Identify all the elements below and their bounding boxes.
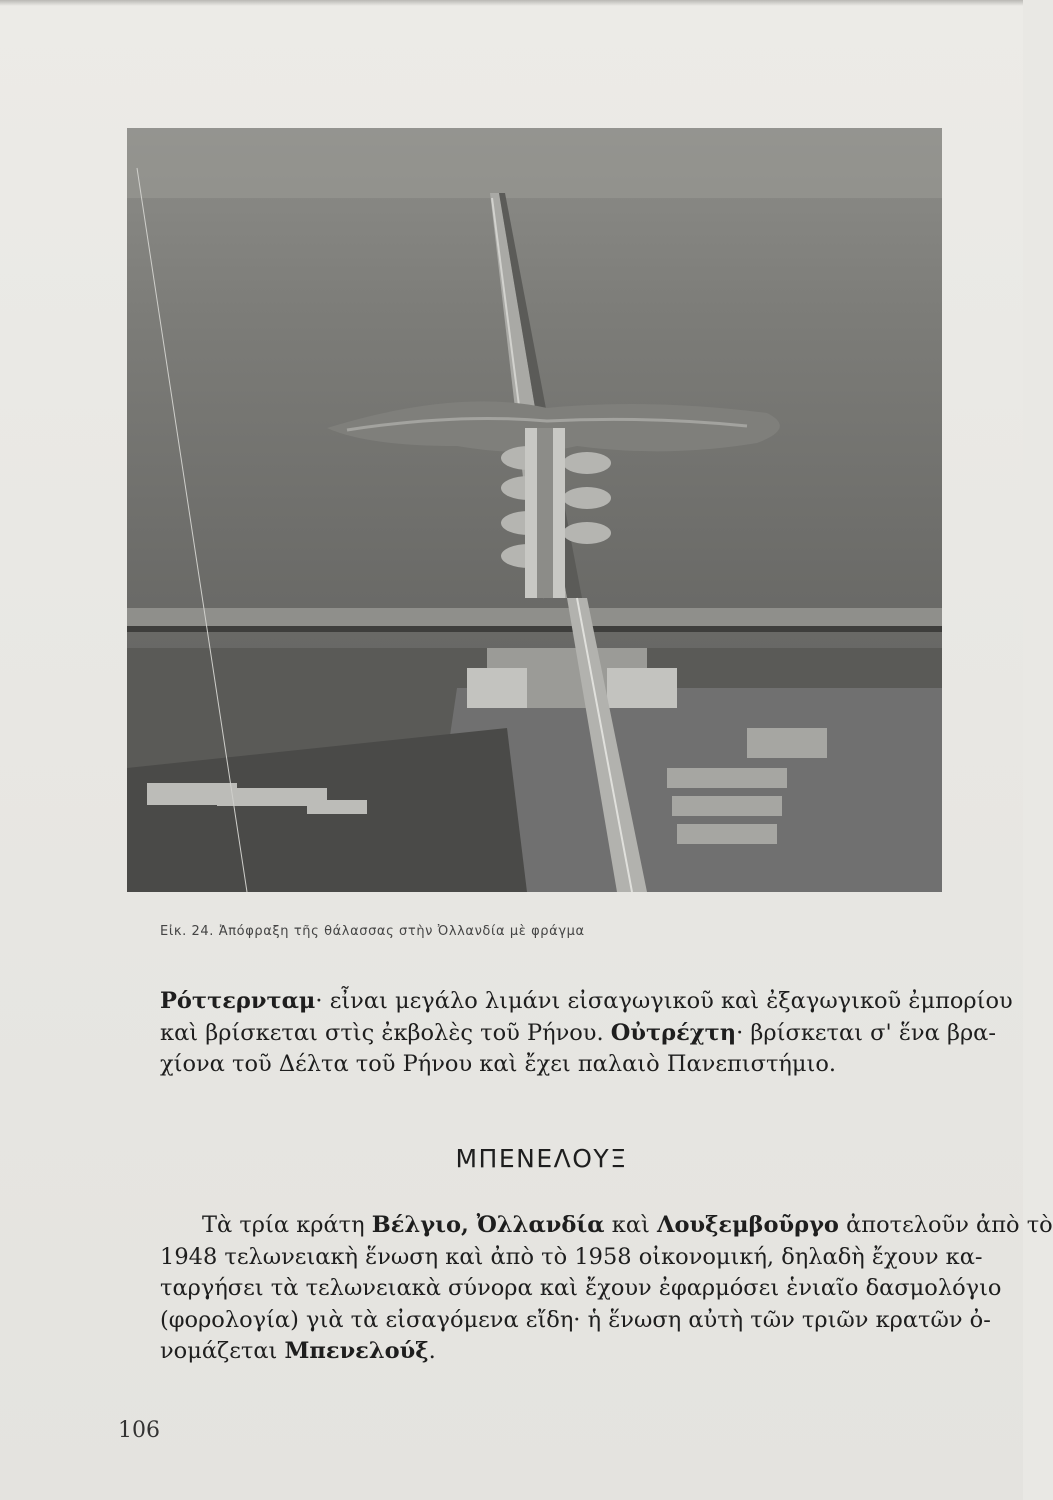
bold-term: Οὐτρέχτη xyxy=(610,1019,737,1046)
bold-term: Βέλγιο, Ὀλλανδία xyxy=(371,1212,605,1238)
text-run: · βρίσκεται σ' ἕνα βρα- xyxy=(736,1019,996,1046)
text-run: καὶ xyxy=(604,1212,657,1238)
paragraph-line xyxy=(160,1336,940,1368)
paragraph-line: ταργήσει τὰ τελωνειακὰ σύνορα καὶ ἔχουν ἐφαρμόσει ἑνιαῖο δασμολόγιο xyxy=(160,1275,1002,1301)
text-run: Τὰ τρία κράτη xyxy=(202,1212,372,1238)
text-run: . xyxy=(428,1338,436,1364)
text-run: ἀποτελοῦν ἀπὸ τὸ xyxy=(838,1212,1053,1238)
text-run: καὶ βρίσκεται στὶς ἐκβολὲς τοῦ Ρήνου. xyxy=(160,1019,611,1046)
bold-term: Μπενελούξ xyxy=(284,1338,429,1364)
text-run: νομάζεται xyxy=(160,1338,285,1364)
page-top-edge-shadow xyxy=(0,0,1023,6)
paragraph-benelux xyxy=(160,1210,1053,1368)
page-speck xyxy=(930,70,933,80)
page-number: 106 xyxy=(118,1418,160,1443)
paragraph-line: 1948 τελωνειακὴ ἕνωση καὶ ἀπὸ τὸ 1958 οἰκονομική, δηλαδὴ ἔχουν κα- xyxy=(160,1243,983,1270)
paragraph-line: (φορολογία) γιὰ τὰ εἰσαγόμενα εἴδη· ἡ ἕνωση αὐτὴ τῶν τριῶν κρατῶν ὀ- xyxy=(160,1306,991,1333)
section-heading: ΜΠΕΝΕΛΟΥΞ xyxy=(455,1144,628,1173)
paragraph-line xyxy=(160,1018,996,1050)
text-run: · εἶναι μεγάλο λιμάνι εἰσαγωγικοῦ καὶ ἐξαγωγικοῦ ἐμπορίου xyxy=(315,988,1013,1014)
bold-term: Λουξεμβοῦργο xyxy=(657,1212,839,1238)
dam-aerial-illustration xyxy=(127,128,942,892)
paragraph-line: χίονα τοῦ Δέλτα τοῦ Ρήνου καὶ ἔχει παλαιὸ Πανεπιστήμιο. xyxy=(160,1051,837,1077)
paragraph-line xyxy=(160,986,1013,1018)
figure-caption: Εἰκ. 24. Ἀπόφραξη τῆς θάλασσας στὴν Ὀλλανδία μὲ φράγμα xyxy=(160,924,585,939)
paragraph-cities xyxy=(160,986,1013,1081)
bold-term: Ρόττερνταμ xyxy=(160,988,316,1014)
figure-photo-dam xyxy=(127,128,942,892)
paragraph-line xyxy=(160,1210,1053,1242)
